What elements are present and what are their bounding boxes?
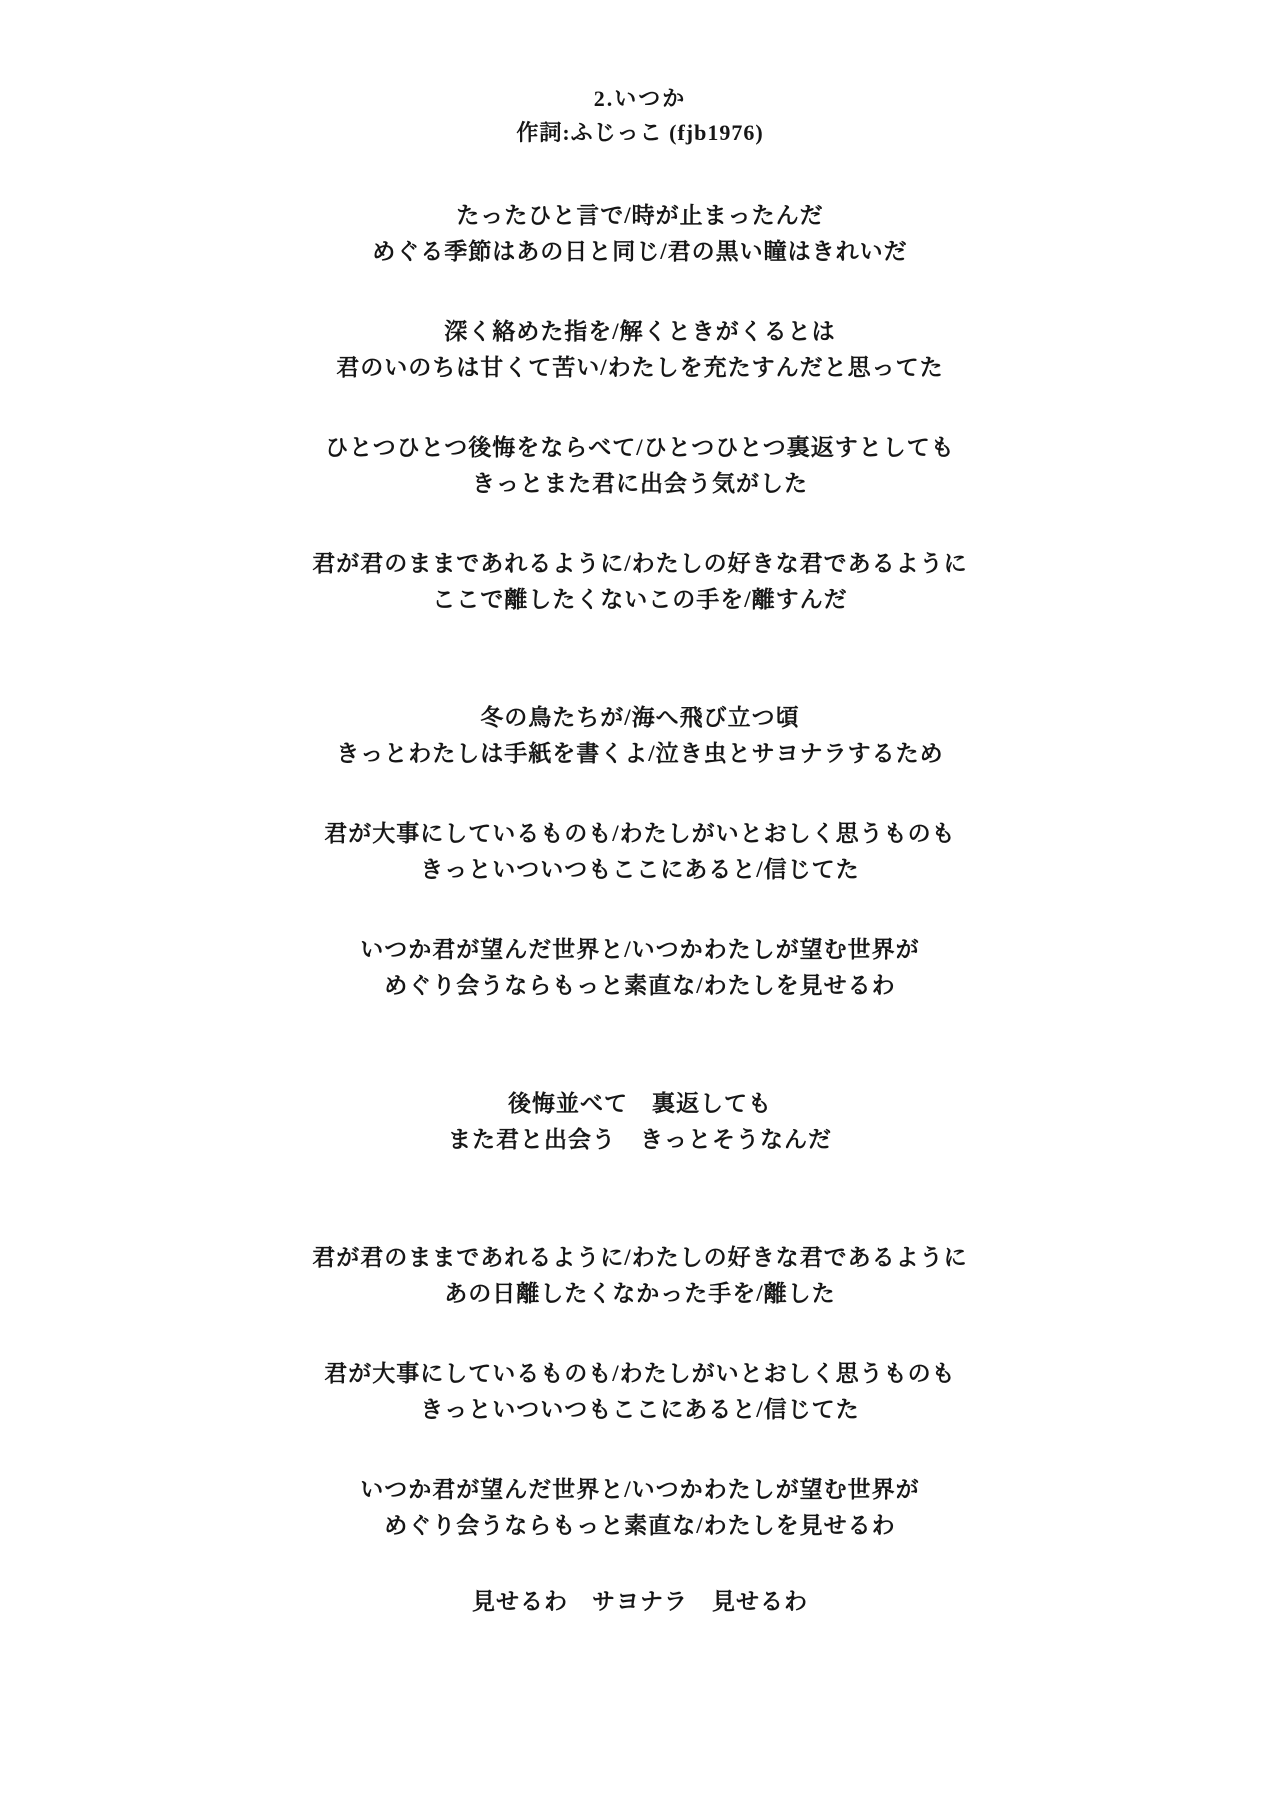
lyric-line: いつか君が望んだ世界と/いつかわたしが望む世界が	[360, 937, 920, 962]
lyric-line: 冬の鳥たちが/海へ飛び立つ頃	[480, 705, 800, 730]
lyric-line: また君と出会う きっとそうなんだ	[448, 1127, 832, 1152]
lyric-line: 見せるわ サヨナラ 見せるわ	[472, 1589, 808, 1614]
stanza-11	[0, 1472, 1280, 1544]
stanza-12	[0, 1584, 1280, 1620]
stanza-8	[0, 1086, 1280, 1158]
lyric-line: ひとつひとつ後悔をならべて/ひとつひとつ裏返すとしても	[325, 435, 955, 460]
lyric-line: たったひと言で/時が止まったんだ	[456, 203, 824, 228]
stanza-2	[0, 314, 1280, 386]
song-header	[0, 82, 1280, 150]
lyric-line: あの日離したくなかった手を/離した	[444, 1281, 836, 1306]
lyric-line: きっといついつもここにあると/信じてた	[420, 857, 860, 882]
lyric-line: 君が大事にしているものも/わたしがいとおしく思うものも	[324, 1361, 956, 1386]
lyric-line: 君が大事にしているものも/わたしがいとおしく思うものも	[324, 821, 956, 846]
stanza-3	[0, 430, 1280, 502]
lyric-line: めぐり会うならもっと素直な/わたしを見せるわ	[384, 1513, 896, 1538]
stanza-9	[0, 1240, 1280, 1312]
stanza-6	[0, 816, 1280, 888]
lyric-line: 君が君のままであれるように/わたしの好きな君であるように	[312, 1245, 968, 1270]
stanza-4	[0, 546, 1280, 618]
lyric-line: 君のいのちは甘くて苦い/わたしを充たすんだと思ってた	[336, 355, 944, 380]
lyric-line: きっとまた君に出会う気がした	[472, 471, 808, 496]
lyric-line: きっとわたしは手紙を書くよ/泣き虫とサヨナラするため	[336, 741, 944, 766]
lyricist-credit: 作詞:ふじっこ (fjb1976)	[516, 120, 764, 145]
stanza-1	[0, 198, 1280, 270]
lyric-line: 後悔並べて 裏返しても	[508, 1091, 772, 1116]
lyric-line: めぐる季節はあの日と同じ/君の黒い瞳はきれいだ	[372, 239, 908, 264]
lyric-line: 深く絡めた指を/解くときがくるとは	[444, 319, 836, 344]
stanza-5	[0, 700, 1280, 772]
lyric-line: いつか君が望んだ世界と/いつかわたしが望む世界が	[360, 1477, 920, 1502]
lyric-line: きっといついつもここにあると/信じてた	[420, 1397, 860, 1422]
stanza-7	[0, 932, 1280, 1004]
lyric-line: ここで離したくないこの手を/離すんだ	[432, 587, 848, 612]
stanza-10	[0, 1356, 1280, 1428]
song-title: 2.いつか	[593, 86, 687, 111]
lyric-line: めぐり会うならもっと素直な/わたしを見せるわ	[384, 973, 896, 998]
lyric-line: 君が君のままであれるように/わたしの好きな君であるように	[312, 551, 968, 576]
